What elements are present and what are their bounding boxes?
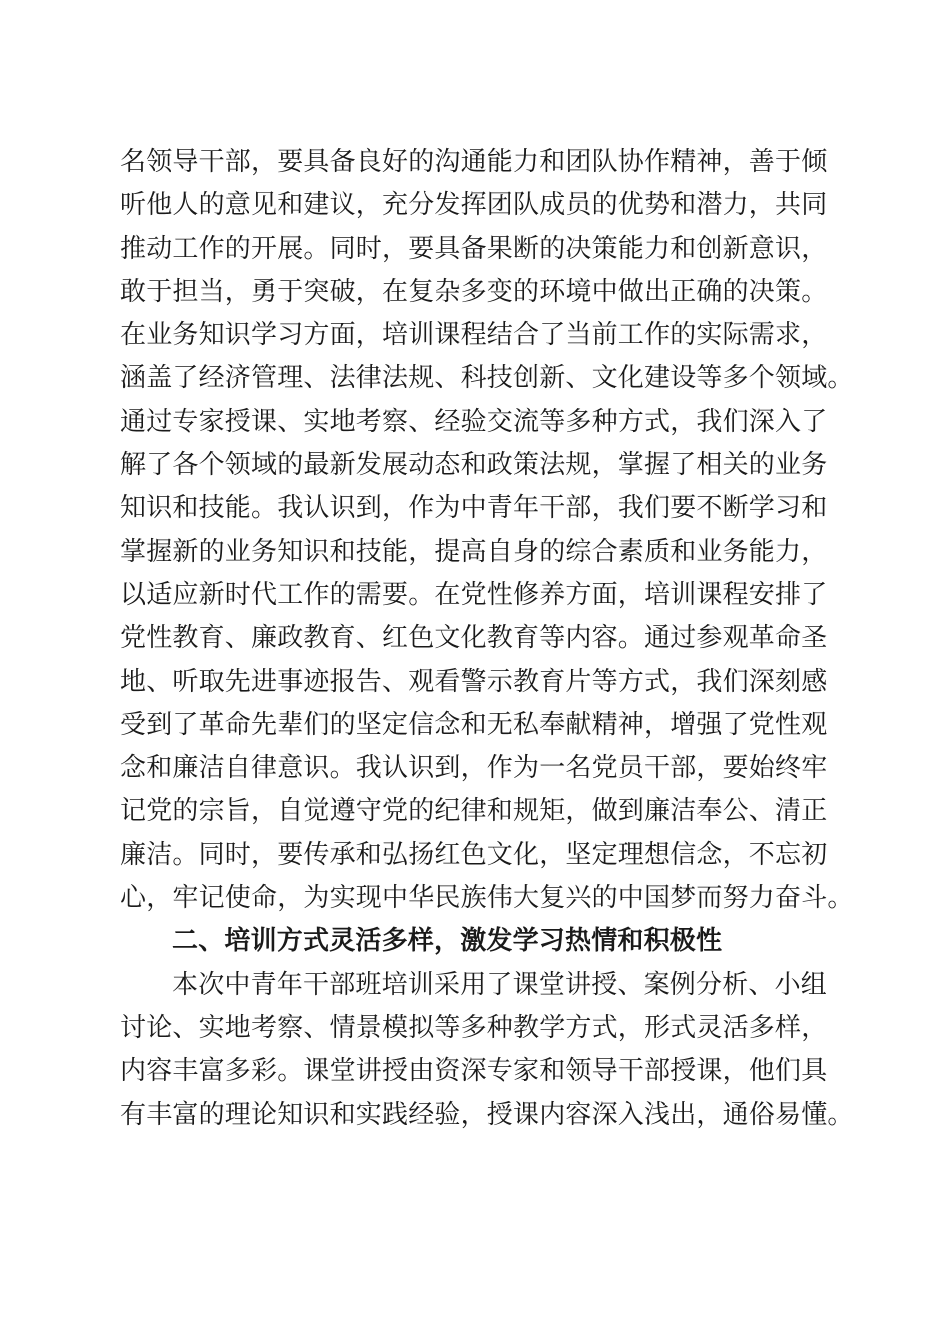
text-line: 地、听取先进事迹报告、观看警示教育片等方式，我们深刻感 bbox=[120, 666, 828, 697]
text-line: 名领导干部，要具备良好的沟通能力和团队协作精神，善于倾 bbox=[120, 147, 828, 177]
text-line: 本次中青年干部班培训采用了课堂讲授、案例分析、小组 bbox=[172, 969, 828, 1000]
text-line: 内容丰富多彩。课堂讲授由资深专家和领导干部授课，他们具 bbox=[120, 1056, 828, 1087]
text-line: 解了各个领域的最新发展动态和政策法规，掌握了相关的业务 bbox=[120, 450, 828, 481]
text-line: 受到了革命先辈们的坚定信念和无私奉献精神，增强了党性观 bbox=[120, 709, 828, 740]
text-line: 心，牢记使命，为实现中华民族伟大复兴的中国梦而努力奋斗。 bbox=[120, 883, 854, 914]
text-line: 廉洁。同时，要传承和弘扬红色文化，坚定理想信念，不忘初 bbox=[120, 839, 828, 870]
text-line: 听他人的意见和建议，充分发挥团队成员的优势和潜力，共同 bbox=[120, 190, 828, 221]
section-heading: 二、培训方式灵活多样，激发学习热情和积极性 bbox=[172, 926, 723, 957]
body-text bbox=[120, 141, 860, 1137]
text-line: 敢于担当，勇于突破，在复杂多变的环境中做出正确的决策。 bbox=[120, 276, 828, 307]
text-line: 推动工作的开展。同时，要具备果断的决策能力和创新意识， bbox=[120, 233, 828, 264]
text-line: 在业务知识学习方面，培训课程结合了当前工作的实际需求， bbox=[120, 320, 828, 351]
text-line: 以适应新时代工作的需要。在党性修养方面，培训课程安排了 bbox=[120, 579, 828, 610]
text-line: 念和廉洁自律意识。我认识到，作为一名党员干部，要始终牢 bbox=[120, 753, 828, 784]
text-line: 有丰富的理论知识和实践经验，授课内容深入浅出，通俗易懂。 bbox=[120, 1099, 854, 1130]
text-line: 党性教育、廉政教育、红色文化教育等内容。通过参观革命圣 bbox=[120, 623, 828, 654]
text-line: 通过专家授课、实地考察、经验交流等多种方式，我们深入了 bbox=[120, 406, 828, 437]
text-line: 知识和技能。我认识到，作为中青年干部，我们要不断学习和 bbox=[120, 493, 828, 524]
text-line: 记党的宗旨，自觉遵守党的纪律和规矩，做到廉洁奉公、清正 bbox=[120, 796, 828, 827]
text-line: 讨论、实地考察、情景模拟等多种教学方式，形式灵活多样， bbox=[120, 1012, 828, 1043]
text-line: 掌握新的业务知识和技能，提高自身的综合素质和业务能力， bbox=[120, 536, 828, 567]
text-line: 涵盖了经济管理、法律法规、科技创新、文化建设等多个领域。 bbox=[120, 363, 854, 394]
